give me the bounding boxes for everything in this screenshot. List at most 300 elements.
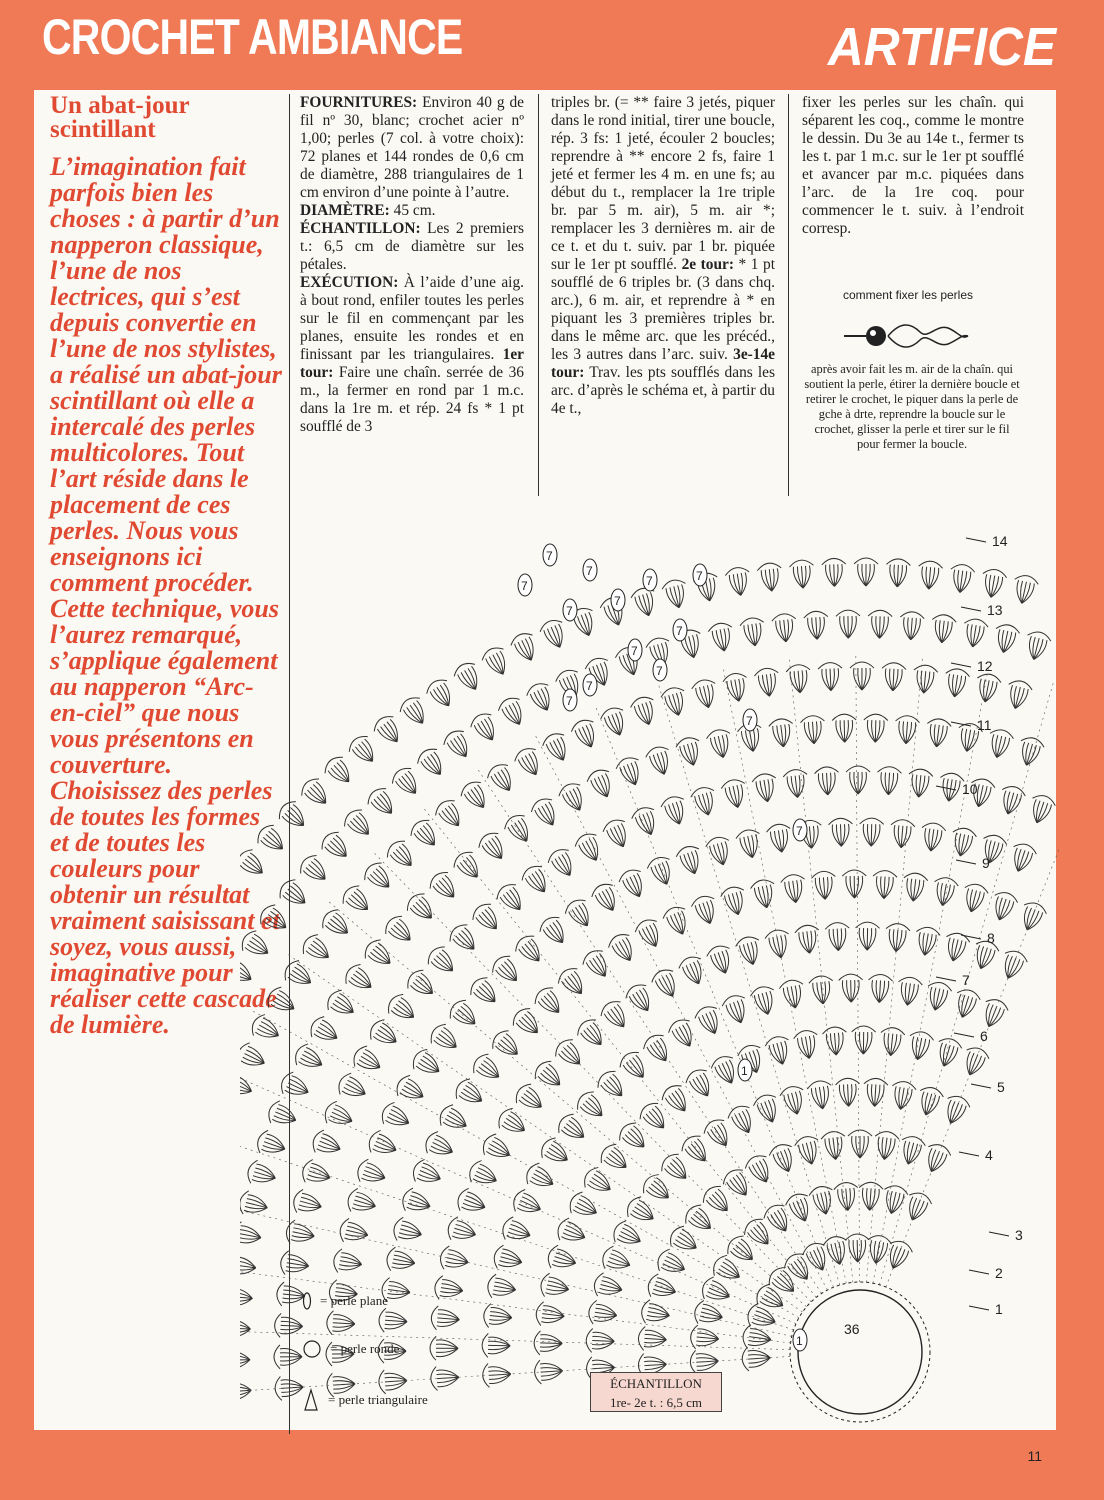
stitch-fan bbox=[479, 644, 513, 680]
stitch-fan bbox=[240, 927, 275, 963]
stitch-fan bbox=[422, 1129, 458, 1163]
stitch-fan bbox=[528, 795, 563, 831]
column-divider-2 bbox=[788, 94, 789, 496]
stitch-fan bbox=[704, 835, 735, 868]
stitch-fan bbox=[493, 880, 529, 917]
bead-number-label: 7 bbox=[746, 714, 753, 728]
stitch-fan bbox=[789, 559, 815, 589]
row-leader-line bbox=[969, 1306, 989, 1310]
stitch-fan bbox=[389, 764, 425, 801]
stitch-fan bbox=[771, 613, 798, 643]
stitch-fan bbox=[539, 1272, 571, 1301]
stitch-fan bbox=[973, 672, 1002, 704]
stitch-fan bbox=[896, 976, 924, 1007]
stitch-fan bbox=[997, 948, 1030, 983]
stitch-fan bbox=[899, 611, 925, 641]
stitch-fan bbox=[291, 1041, 327, 1075]
stitch-fan bbox=[240, 1284, 253, 1310]
stitch-fan bbox=[580, 1164, 617, 1199]
stitch-fan bbox=[424, 943, 461, 980]
stitch-fan bbox=[519, 862, 555, 899]
stitch-fan bbox=[828, 818, 853, 847]
tour3-label: 3e-14e tour: bbox=[551, 346, 775, 381]
stitch-fan bbox=[276, 876, 313, 912]
stitch-fan bbox=[751, 772, 779, 804]
legend-flat-label: = perle plane bbox=[320, 1293, 388, 1308]
stitch-fan bbox=[666, 1223, 703, 1258]
flat-bead-icon bbox=[300, 1290, 314, 1312]
bead-number-label: 1 bbox=[741, 1064, 748, 1078]
stitch-fan bbox=[615, 1119, 652, 1156]
stitch-fan bbox=[814, 766, 840, 795]
row-number-label: 7 bbox=[962, 972, 970, 988]
chain-line bbox=[240, 1196, 792, 1336]
stitch-fan bbox=[538, 617, 571, 652]
stitch-fan bbox=[978, 996, 1011, 1031]
echantillon-text: Les 2 premiers t.: 6,5 cm de diamètre sur les pétales. bbox=[300, 220, 524, 273]
stitch-fan bbox=[822, 558, 847, 587]
stitch-fan bbox=[240, 1040, 270, 1074]
stitch-fan bbox=[466, 1158, 502, 1192]
stitch-fan bbox=[240, 1316, 251, 1341]
stitch-fan bbox=[383, 837, 420, 874]
bead-number-label: 7 bbox=[631, 644, 638, 658]
stitch-fan bbox=[400, 1186, 434, 1218]
center-ring-chain bbox=[790, 1282, 930, 1422]
stitch-fan bbox=[555, 964, 591, 1001]
stitch-fan bbox=[925, 718, 952, 749]
chain-line bbox=[476, 767, 821, 1294]
stitch-fan bbox=[554, 1110, 591, 1146]
stitch-fan bbox=[818, 662, 843, 691]
stitch-fan bbox=[524, 680, 558, 716]
bead-attach-figure bbox=[844, 318, 974, 354]
stitch-fan bbox=[629, 585, 660, 619]
legend-round-label: = perle ronde bbox=[330, 1341, 400, 1356]
stitch-fan bbox=[757, 562, 784, 593]
stitch-fan bbox=[923, 980, 952, 1013]
stitch-fan bbox=[848, 1130, 872, 1158]
stitch-fan bbox=[959, 1044, 992, 1079]
stitch-fan bbox=[636, 1099, 673, 1136]
stitch-fan bbox=[510, 1187, 545, 1220]
stitch-fan bbox=[767, 1141, 800, 1176]
stitch-fan bbox=[676, 953, 709, 988]
stitch-fan bbox=[659, 794, 691, 828]
stitch-fan bbox=[617, 866, 651, 902]
stitch-fan bbox=[240, 1348, 250, 1372]
stitch-fan bbox=[882, 1238, 915, 1273]
stitch-fan bbox=[536, 913, 572, 950]
stitch-fan bbox=[410, 1157, 445, 1190]
stitch-fan bbox=[674, 843, 706, 877]
col2-text-c: Trav. les pts soufflés dans les arc. d’après le schéma et, à partir du 4e t., bbox=[551, 364, 775, 417]
instructions-column-3 bbox=[802, 94, 1024, 238]
bead-number-label: 7 bbox=[676, 624, 683, 638]
row-number-label: 3 bbox=[1015, 1227, 1023, 1243]
stitch-fan bbox=[778, 978, 807, 1010]
stitch-fan bbox=[833, 1182, 859, 1212]
stitch-fan bbox=[597, 1141, 634, 1177]
stitch-fan bbox=[1010, 573, 1039, 605]
stitch-fan bbox=[451, 659, 486, 695]
legend-round bbox=[300, 1338, 399, 1360]
stitch-fan bbox=[623, 1194, 660, 1229]
stitch-fan bbox=[720, 778, 750, 811]
stitch-fan bbox=[735, 828, 764, 860]
stitch-fan bbox=[537, 1135, 574, 1170]
row-number-label: 4 bbox=[985, 1147, 993, 1163]
stitch-fan bbox=[897, 1134, 927, 1167]
stitch-fan bbox=[475, 829, 511, 866]
row-number-label: 9 bbox=[982, 855, 990, 871]
row-leader-line bbox=[971, 1084, 991, 1088]
stitch-fan bbox=[1004, 678, 1034, 711]
stitch-fan bbox=[430, 1365, 459, 1391]
stitch-fan bbox=[274, 1345, 302, 1369]
stitch-fan bbox=[854, 558, 878, 586]
stitch-fan bbox=[508, 630, 542, 666]
stitch-fan bbox=[742, 1152, 777, 1188]
stitch-fan bbox=[274, 1313, 303, 1338]
stitch-fan bbox=[296, 852, 333, 889]
stitch-fan bbox=[345, 1187, 379, 1218]
stitch-fan bbox=[469, 900, 505, 937]
stitch-fan bbox=[951, 987, 982, 1021]
chain-line bbox=[534, 733, 828, 1290]
stitch-fan bbox=[318, 906, 355, 942]
row-leader-line bbox=[954, 1033, 974, 1037]
stitch-fan bbox=[659, 1081, 695, 1118]
chain-line bbox=[723, 666, 847, 1284]
row-leader-line bbox=[936, 977, 956, 981]
stitch-fan bbox=[569, 717, 602, 752]
stitch-fan bbox=[414, 745, 450, 782]
stitch-fan bbox=[599, 705, 632, 740]
stitch-fan bbox=[345, 732, 381, 769]
chain-line bbox=[866, 655, 922, 1282]
chain-line bbox=[326, 899, 807, 1306]
stitch-fan bbox=[361, 936, 398, 972]
stitch-fan bbox=[822, 1234, 852, 1267]
stitch-fan bbox=[749, 878, 778, 910]
stitch-fan bbox=[692, 1299, 725, 1329]
row-number-label: 5 bbox=[997, 1079, 1005, 1095]
row-leader-line bbox=[936, 786, 956, 790]
stitch-fan bbox=[808, 1184, 838, 1217]
stitch-fan bbox=[917, 560, 943, 590]
row-number-label: 13 bbox=[987, 602, 1003, 618]
stitch-fan bbox=[592, 1271, 625, 1301]
stitch-fan bbox=[778, 1084, 808, 1117]
stitch-fan bbox=[610, 1218, 646, 1252]
stitch-fan bbox=[458, 778, 494, 815]
stitch-fan bbox=[919, 822, 947, 853]
stitch-fan bbox=[585, 766, 618, 801]
stitch-fan bbox=[846, 766, 870, 794]
stitch-fan bbox=[427, 1021, 464, 1057]
stitch-fan bbox=[391, 1216, 424, 1246]
stitch-fan bbox=[1026, 792, 1058, 826]
stitch-fan bbox=[880, 1184, 910, 1217]
stitch-fan bbox=[240, 1189, 270, 1219]
chain-line bbox=[873, 664, 989, 1283]
stitch-fan bbox=[486, 1273, 518, 1302]
row-number-label: 12 bbox=[977, 658, 993, 674]
stitch-fan bbox=[645, 854, 678, 889]
stitch-fan bbox=[894, 715, 920, 745]
stitch-fan bbox=[988, 890, 1019, 924]
stitch-fan bbox=[326, 1310, 355, 1336]
stitch-fan bbox=[509, 1004, 546, 1041]
col2-text-a: triples br. (= ** faire 3 jetés, piquer dans le rond initial, tirer une boucle, rép. 3 fs: 1 jeté, écouler 2 boucles; reprendre à ** encore 2 fs, faire 1 jeté et fermer les 4 m. en une fs; au début du t., remplacer la 1re triple br. par 5 m. air), 5 m. air *; remplacer les 3 dernières m. air de ce t. et du t. suiv. par 1 br. piquée sur le 1er pt soufflé. bbox=[551, 94, 775, 273]
stitch-fan bbox=[644, 744, 676, 778]
stitch-fan bbox=[720, 992, 752, 1026]
stitch-fan bbox=[426, 868, 463, 905]
stitch-fan bbox=[594, 1067, 631, 1104]
bead-icon bbox=[866, 326, 886, 346]
stitch-fan bbox=[683, 1066, 718, 1102]
stitch-fan bbox=[240, 846, 270, 882]
stitch-fan bbox=[468, 710, 503, 746]
stitch-fan bbox=[586, 1328, 615, 1353]
stitch-fan bbox=[719, 884, 750, 917]
instructions-column-1 bbox=[300, 94, 524, 436]
tour1-text: Faire une chaîn. serrée de 36 m., la fermer en rond par 1 m.c. dans la 1re m. et rép. 24 fs * 1 pt soufflé de 3 bbox=[300, 364, 524, 435]
stitch-fan bbox=[661, 904, 694, 939]
stitch-fan bbox=[742, 1346, 771, 1372]
stitch-fan bbox=[623, 981, 658, 1017]
stitch-fan bbox=[438, 1245, 471, 1275]
stitch-fan bbox=[616, 1048, 652, 1085]
stitch-fan bbox=[930, 614, 957, 645]
stitch-fan bbox=[452, 1076, 489, 1111]
stitch-fan bbox=[754, 667, 782, 698]
stitch-fan bbox=[850, 662, 874, 690]
stitch-fan bbox=[751, 1092, 783, 1127]
stitch-fan bbox=[1007, 841, 1039, 875]
stitch-fan bbox=[265, 1099, 300, 1132]
stitch-fan bbox=[793, 1029, 821, 1061]
stitch-fan bbox=[633, 916, 667, 952]
stitch-fan bbox=[884, 923, 910, 953]
stitch-fan bbox=[433, 1275, 464, 1303]
stitch-fan bbox=[931, 876, 960, 908]
stitch-fan bbox=[501, 811, 536, 848]
stitch-fan bbox=[943, 667, 971, 698]
tour1-label: 1er tour: bbox=[300, 346, 524, 381]
diametre-label: DIAMÈTRE: bbox=[300, 202, 390, 219]
stitch-fan bbox=[741, 1215, 777, 1252]
stitch-fan bbox=[291, 1188, 324, 1218]
stitch-fan bbox=[446, 921, 483, 958]
chain-loop-icon bbox=[888, 325, 968, 347]
stitch-fan bbox=[441, 727, 476, 764]
row-leader-line bbox=[959, 1152, 979, 1156]
col2-text-b: * 1 pt soufflé de 6 triples br. (3 dans chq. arc.), 6 m. air, et reprendre à * en piquant les 3 premières triples br. dans le même arc. que les précéd., les 3 autres dans l’arc. suiv. bbox=[551, 256, 775, 363]
stitch-fan bbox=[587, 1299, 618, 1327]
stitch-fan bbox=[745, 1301, 779, 1333]
stitch-fan bbox=[298, 775, 335, 812]
bead-number-label: 7 bbox=[586, 564, 593, 578]
row-number-label: 11 bbox=[977, 717, 992, 733]
stitch-fan bbox=[469, 1050, 506, 1086]
stitch-fan bbox=[725, 1102, 759, 1138]
stitch-fan bbox=[424, 676, 459, 713]
stitch-fan bbox=[299, 931, 336, 967]
stitch-fan bbox=[939, 1093, 972, 1128]
stitch-fan bbox=[240, 1378, 252, 1404]
row-number-label: 8 bbox=[987, 930, 995, 946]
bead-number-label: 7 bbox=[566, 694, 573, 708]
stitch-fan bbox=[354, 1157, 389, 1189]
stitch-fan bbox=[783, 768, 810, 799]
sample-box bbox=[590, 1372, 722, 1412]
stitch-fan bbox=[318, 828, 355, 865]
center-ring bbox=[798, 1290, 922, 1414]
stitch-fan bbox=[482, 1362, 511, 1388]
stitch-fan bbox=[446, 996, 483, 1032]
legend-triangle-label: = perle triangulaire bbox=[328, 1392, 428, 1407]
stitch-fan bbox=[335, 1070, 371, 1104]
stitch-fan bbox=[534, 1331, 563, 1356]
stitch-fan bbox=[360, 859, 397, 896]
stitch-fan bbox=[489, 952, 526, 989]
stitch-fan bbox=[240, 1252, 257, 1280]
crochet-diagram bbox=[240, 480, 1060, 1430]
stitch-fan bbox=[240, 955, 257, 990]
stitch-fan bbox=[889, 819, 915, 849]
stitch-fan bbox=[808, 975, 835, 1005]
stitch-fan bbox=[245, 1159, 279, 1190]
stitch-fan bbox=[323, 987, 360, 1023]
stitch-fan bbox=[765, 1263, 802, 1300]
bead-number-label: 7 bbox=[696, 569, 703, 583]
row-number-label: 10 bbox=[962, 781, 978, 797]
stitch-fan bbox=[868, 610, 893, 639]
stitch-fan bbox=[540, 730, 574, 766]
stitch-fan bbox=[889, 1080, 917, 1112]
stitch-fan bbox=[466, 974, 503, 1011]
stitch-fan bbox=[692, 1003, 725, 1038]
row-number-label: 6 bbox=[980, 1028, 988, 1044]
stitch-fan bbox=[512, 932, 548, 969]
stitch-fan bbox=[321, 1099, 356, 1132]
stitch-fan bbox=[248, 1012, 284, 1046]
stitch-fan bbox=[479, 1131, 515, 1166]
stitch-fan bbox=[403, 890, 440, 927]
stitch-fan bbox=[678, 1132, 714, 1169]
sample-title: ÉCHANTILLON bbox=[610, 1376, 702, 1391]
stitch-fan bbox=[535, 1301, 566, 1328]
stitch-fan bbox=[881, 662, 906, 691]
stitch-fan bbox=[842, 870, 866, 898]
stitch-fan bbox=[707, 621, 736, 653]
stitch-fan bbox=[979, 568, 1007, 600]
stitch-fan bbox=[835, 1078, 860, 1107]
stitch-fan bbox=[872, 870, 897, 899]
bead-number-label: 7 bbox=[646, 574, 653, 588]
stitch-fan bbox=[378, 1100, 414, 1134]
stitch-fan bbox=[699, 1275, 734, 1308]
chain-line bbox=[595, 704, 834, 1287]
row-leader-line bbox=[951, 663, 971, 667]
stitch-fan bbox=[407, 816, 443, 853]
instructions-column-2 bbox=[551, 94, 775, 418]
chain-line bbox=[789, 656, 853, 1283]
stitch-fan bbox=[284, 1219, 316, 1248]
stitch-fan bbox=[912, 664, 939, 694]
stitch-fan bbox=[786, 664, 812, 694]
stitch-fan bbox=[321, 753, 358, 790]
row-leader-line bbox=[961, 607, 981, 611]
stitch-fan bbox=[340, 806, 377, 843]
stitch-fan bbox=[256, 901, 293, 937]
stitch-fan bbox=[811, 870, 837, 900]
stitch-fan bbox=[657, 1150, 694, 1187]
stitch-fan bbox=[969, 938, 1000, 972]
stitch-fan bbox=[654, 1247, 690, 1281]
stitch-fan bbox=[783, 1191, 816, 1226]
stitch-fan bbox=[639, 1171, 676, 1207]
col3-text: fixer les perles sur les chaîn. qui séparent les coq., comme le montre le dessin. Du 3e au 14e t., fermer ts les t. par 1 m.c. sur le 1er pt soufflé et avancer par m.c. piquées dans l’arc. de la 1re coq. pour commencer le t. suiv. à l’endroit corresp. bbox=[802, 94, 1024, 237]
row-leader-line bbox=[956, 860, 976, 864]
stitch-fan bbox=[562, 896, 597, 933]
bead-number-label: 7 bbox=[614, 594, 621, 608]
article-title: Un abat-jour scintillant bbox=[50, 92, 190, 143]
stitch-fan bbox=[310, 1128, 345, 1161]
stitch-fan bbox=[948, 563, 975, 594]
stitch-fan bbox=[705, 728, 735, 761]
bead-number-label: 1 bbox=[796, 1334, 803, 1348]
stitch-fan bbox=[403, 966, 440, 1002]
stitch-fan bbox=[872, 1130, 899, 1161]
stitch-fan bbox=[254, 1128, 288, 1160]
stitch-fan bbox=[240, 1069, 256, 1102]
stitch-fan bbox=[855, 922, 879, 950]
stitch-fan bbox=[949, 826, 978, 858]
legend-triangle bbox=[300, 1388, 428, 1412]
stitch-fan bbox=[992, 623, 1021, 655]
stitch-fan bbox=[332, 1248, 364, 1276]
stitch-fan bbox=[350, 1043, 386, 1078]
stitch-fan bbox=[879, 1027, 906, 1057]
stitch-fan bbox=[531, 983, 568, 1020]
stitch-fan bbox=[959, 882, 989, 915]
diametre-text: 45 cm. bbox=[389, 202, 436, 219]
stitch-fan bbox=[822, 1026, 848, 1056]
stitch-fan bbox=[961, 617, 989, 648]
stitch-fan bbox=[436, 1102, 472, 1137]
stitch-fan bbox=[661, 578, 691, 611]
row-leader-line bbox=[961, 935, 981, 939]
row-leader-line bbox=[989, 1232, 1009, 1236]
stitch-fan bbox=[598, 997, 634, 1034]
stitch-fan bbox=[366, 1128, 401, 1161]
stitch-fan bbox=[1022, 629, 1052, 662]
stitch-fan bbox=[709, 1053, 743, 1089]
stitch-fan bbox=[901, 872, 928, 903]
stitch-fan bbox=[705, 943, 737, 977]
stitch-fan bbox=[482, 1333, 510, 1357]
stitch-fan bbox=[281, 957, 318, 993]
stitch-fan bbox=[496, 694, 530, 730]
stitch-fan bbox=[913, 926, 941, 958]
stitch-fan bbox=[589, 880, 624, 916]
row-number-label: 1 bbox=[995, 1301, 1003, 1317]
stitch-fan bbox=[488, 1027, 525, 1063]
stitch-fan bbox=[764, 928, 793, 960]
